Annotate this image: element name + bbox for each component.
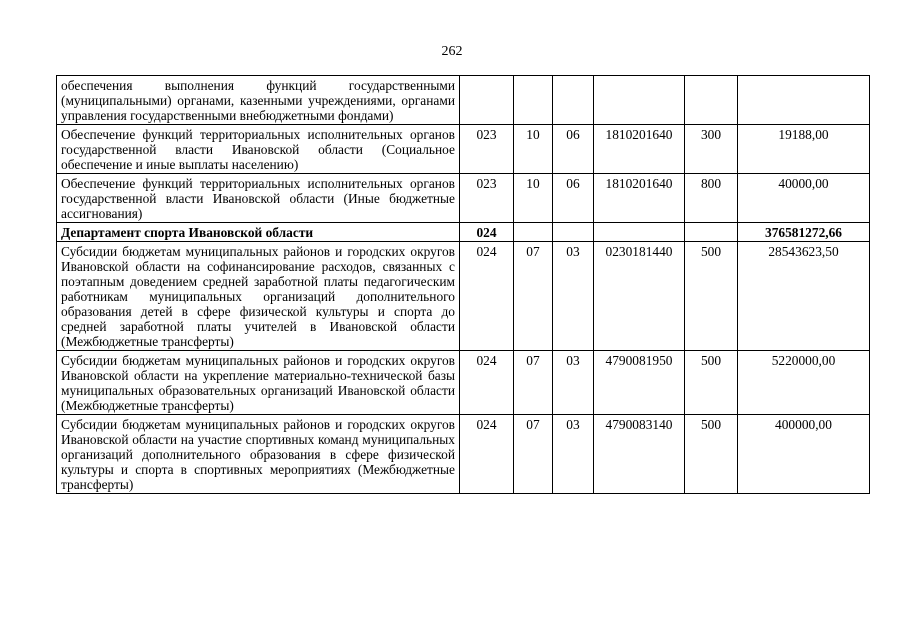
row-description: Субсидии бюджетам муниципальных районов и городских округов Ивановской области на софинансирование расходов, связанных с поэтапным доведением средней заработной платы педагогическим работникам муниципальных организаций дополнительного образования детей в сфере физической культуры и спорта до средней заработной платы учителей в Ивановской области (Межбюджетные трансферты) bbox=[57, 242, 460, 351]
row-target-article bbox=[594, 223, 685, 242]
row-target-article: 4790083140 bbox=[594, 415, 685, 494]
row-description: Субсидии бюджетам муниципальных районов и городских округов Ивановской области на участие спортивных команд муниципальных организаций дополнительного образования в сфере физической культуры и спорта в спортивных мероприятиях (Межбюджетные трансферты) bbox=[57, 415, 460, 494]
row-ministry-code: 024 bbox=[460, 223, 514, 242]
row-target-article: 1810201640 bbox=[594, 125, 685, 174]
row-section-code: 10 bbox=[514, 174, 553, 223]
row-description: обеспечения выполнения функций государственными (муниципальными) органами, казенными учреждениями, органами управления государственными внебюджетными фондами) bbox=[57, 76, 460, 125]
row-expense-type: 800 bbox=[685, 174, 738, 223]
table-row bbox=[57, 415, 870, 494]
row-subsection-code: 03 bbox=[553, 242, 594, 351]
table-row bbox=[57, 242, 870, 351]
row-expense-type: 500 bbox=[685, 415, 738, 494]
row-target-article: 1810201640 bbox=[594, 174, 685, 223]
row-section-code: 10 bbox=[514, 125, 553, 174]
table-row bbox=[57, 174, 870, 223]
row-description: Департамент спорта Ивановской области bbox=[57, 223, 460, 242]
row-section-code: 07 bbox=[514, 242, 553, 351]
row-description: Обеспечение функций территориальных исполнительных органов государственной власти Ивановской области (Иные бюджетные ассигнования) bbox=[57, 174, 460, 223]
table-row bbox=[57, 76, 870, 125]
row-amount: 28543623,50 bbox=[738, 242, 870, 351]
row-subsection-code bbox=[553, 223, 594, 242]
row-ministry-code bbox=[460, 76, 514, 125]
row-subsection-code: 06 bbox=[553, 174, 594, 223]
row-subsection-code: 03 bbox=[553, 415, 594, 494]
row-ministry-code: 024 bbox=[460, 351, 514, 415]
row-section-code: 07 bbox=[514, 415, 553, 494]
row-expense-type: 500 bbox=[685, 242, 738, 351]
row-ministry-code: 024 bbox=[460, 415, 514, 494]
page-number: 262 bbox=[441, 44, 463, 59]
row-amount: 376581272,66 bbox=[738, 223, 870, 242]
row-description: Обеспечение функций территориальных исполнительных органов государственной власти Ивановской области (Социальное обеспечение и иные выплаты населению) bbox=[57, 125, 460, 174]
row-target-article: 4790081950 bbox=[594, 351, 685, 415]
row-subsection-code: 03 bbox=[553, 351, 594, 415]
row-expense-type: 300 bbox=[685, 125, 738, 174]
row-amount: 5220000,00 bbox=[738, 351, 870, 415]
table-row bbox=[57, 125, 870, 174]
row-amount: 400000,00 bbox=[738, 415, 870, 494]
row-expense-type bbox=[685, 76, 738, 125]
row-expense-type: 500 bbox=[685, 351, 738, 415]
row-subsection-code: 06 bbox=[553, 125, 594, 174]
row-ministry-code: 024 bbox=[460, 242, 514, 351]
row-section-code: 07 bbox=[514, 351, 553, 415]
row-amount bbox=[738, 76, 870, 125]
row-expense-type bbox=[685, 223, 738, 242]
row-amount: 19188,00 bbox=[738, 125, 870, 174]
row-target-article: 0230181440 bbox=[594, 242, 685, 351]
row-description: Субсидии бюджетам муниципальных районов и городских округов Ивановской области на укрепление материально-технической базы муниципальных образовательных организаций Ивановской области (Межбюджетные трансферты) bbox=[57, 351, 460, 415]
budget-table bbox=[56, 75, 870, 494]
row-subsection-code bbox=[553, 76, 594, 125]
row-section-code bbox=[514, 223, 553, 242]
row-section-code bbox=[514, 76, 553, 125]
budget-table-body bbox=[57, 76, 870, 494]
row-amount: 40000,00 bbox=[738, 174, 870, 223]
row-target-article bbox=[594, 76, 685, 125]
row-ministry-code: 023 bbox=[460, 174, 514, 223]
table-row bbox=[57, 223, 870, 242]
table-row bbox=[57, 351, 870, 415]
row-ministry-code: 023 bbox=[460, 125, 514, 174]
